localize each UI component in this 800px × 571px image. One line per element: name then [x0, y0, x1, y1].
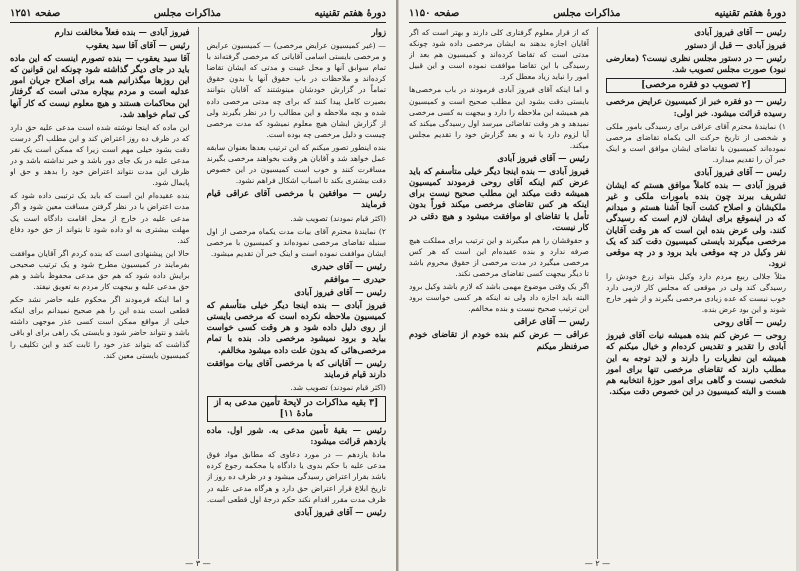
column-left: [10, 27, 190, 559]
speaker-line: زوار: [371, 27, 386, 37]
page-title: مذاکرات مجلس: [553, 7, 621, 19]
column-right: [606, 27, 786, 559]
paragraph: ۲) نمایندهٔ محترم آقای بیات مدت یکماه مرخصی از اول سنبله تقاضای مرخصی نموده‌اند و کمیسیون با مرخصی ایشان موافقت نموده است و اینک خبر آن تقدیم میشود.: [206, 226, 386, 258]
paragraph: مثلاً جلالی ربیع مردم دارد وکیل بتواند زرع خودش را رسیدگی کند ولی در موقعی که مجلس کار لازمی دارد خوب نیست که عده زیادی مرخصی بگیرند و از شهر خارج شوند و این بود عرض بنده.: [606, 271, 786, 315]
column-left: [409, 27, 589, 559]
columns: [409, 27, 786, 559]
speaker-line: رئیس — آقای فیروز آبادی: [497, 153, 589, 164]
session-label: دورهٔ هفتم تقنینیه: [714, 7, 786, 19]
paragraph: که از قرار معلوم گرفتاری کلی دارند و بهتر است که اگر آقایان اجازه بدهند به ایشان مرخصی داده شود چونکه مدتی است که تقاضا کرده‌اند و کمیسیون هم بعد از رسیدگی با این تقاضا موافقت نموده است و این قبیل امور را نباید زیاد معطل کرد.: [409, 28, 589, 82]
page-footer: — ۲ —: [584, 559, 611, 568]
page-footer: — ۳ —: [185, 559, 211, 568]
speaker-line: فیروز آبادی — قبل از دستور: [685, 40, 786, 51]
paragraph: و اما اینکه فرمودند اگر محکوم علیه حاضر نشد حکم قطعی است بنده این را هم صحیح نمیدانم برای اینکه خیلی از مواقع ممکن است کسی عذر موجهی داشته باشد و نتواند حاضر شود و بایستی یک راهی برای او باقی گذاشت که بتواند عذر خود را ثابت کند و این تکلیف را کمیسیون بایستی معین کند.: [10, 295, 190, 360]
paragraph: مادهٔ یازدهم — در مورد دعاوی که مطابق مواد فوق مدعی علیه با حکم بدوی یا دادگاه یا محکمه رجوع کرده باشد بقرار اعتراض رسیدگی میشود و در ظرف ده روز از تاریخ ابلاغ قرار اعتراض حق دارد و هرگاه مدعی علیه در ظرف مدت مقرر اقدام نکند حکم درجهٔ اول قطعی است.: [206, 450, 386, 504]
speaker-line: رئیس — آقای فیروز آبادی: [694, 27, 786, 37]
paragraph: (اکثر قیام نمودند) تصویب شد.: [290, 382, 386, 392]
speaker-line: رئیس — آقای فیروز آبادی: [294, 506, 386, 517]
page-number: صفحه ۱۲۵۱: [10, 7, 61, 19]
paragraph: بنده اینطور تصور میکنم که این ترتیب بعد‌ها بعنوان سابقه عمل خواهد شد و آقایان هر وقت بخواهند مرخصی بگیرند مسافرت کنند و خوب است کمیسیون در این خصوص دقت بیشتری بکند تا اسباب اشکال فراهم نشود.: [206, 142, 386, 186]
speaker-line: حیدری — موافقم: [324, 273, 386, 284]
speaker-line: رئیس — بقیهٔ تأمین مدعی به. شور اول. ماده یازدهم قرائت میشود:: [206, 425, 386, 447]
speaker-line: رئیس — آقای آقا سید یعقوب: [85, 40, 190, 51]
column-right: [207, 27, 387, 559]
paragraph: حالا این پیشنهادی است که بنده کردم اگر آقایان موافقت بفرمایند در کمیسیون مطرح شود و یک ترتیب صحیحی برایش داده شود که هم حق مدعی محفوظ باشد و هم حق مدعی علیه و بیجهت کار مردم به تعویق نیفتد.: [10, 248, 190, 292]
speaker-line: رئیس — آقای عراقی: [513, 316, 589, 327]
speaker-line: رئیس — در دستور مجلس نظری نیست؟ (معارضی نبود) صورت مجلس تصویب شد.: [606, 53, 786, 75]
page-header: [409, 6, 786, 23]
speaker-line: رئیس — موافقین با مرخصی آقای عراقی قیام فرمایند: [206, 188, 386, 210]
speaker-line: فیروز آبادی — بنده اینجا دیگر خیلی متأسفم که کمیسیون ملاحظه نکرده است که مرخصی بایستی از روی دلیل داده شود و هر وقت کسی خواست بیاید و برود نمیشود مرخصی داد. بنده با تمام مرخصی‌هائی که بدون علت داده میشود مخالفم.: [206, 300, 386, 355]
section-heading: [۳ بقیه مذاکرات در لایحهٔ تأمین مدعی به از مادهٔ ۱۱]: [207, 396, 387, 422]
speaker-line: رئیس — دو فقره خبر از کمیسیون عرایض مرخصی رسیده قرائت میشود. خبر اولی:: [606, 96, 786, 118]
column-divider: [198, 27, 199, 559]
paragraph: و اما اینکه آقای فیروز آبادی فرمودند در باب مرخصی‌ها بایستی دقت بشود این مطلب صحیح است و کمیسیون هم همیشه این ملاحظه را دارد و بیجهت به کسی مرخصی نمیدهد و هر وقت تقاضائی میرسد اول رسیدگی میکند که آیا لزوم دارد یا نه و بعد گزارش خود را تقدیم مجلس میکند.: [409, 85, 589, 150]
paragraph: و حقوقشان را هم میگیرند و این ترتیب برای مملکت هیچ صرفه ندارد و بنده عقیده‌ام این است که هر کس مرخصی میگیرد در مدت مرخصی از حقوق محروم باشد تا دیگر بیجهت کسی تقاضای مرخصی نکند.: [409, 235, 589, 278]
speaker-line: فیروز آبادی — بنده فعلاً مخالفت ندارم: [54, 27, 190, 37]
column-divider: [597, 27, 598, 559]
speaker-line: رئیس — آقای روحی: [713, 317, 786, 328]
speaker-line: فیروز آبادی — بنده کاملاً موافق هستم که ایشان تشریف ببرند چون بنده بامورات ملکی و غیر ملکیشان و اصلاح کشت آنجا آشنا هستم و میدانم که در اینموقع برای ایشان لازم است که رسیدگی کنند. ولی عرض بنده این است که هر وقت آقایان مرخصی میگیرند بایستی کمیسیون دقت کند که یک نفر وکیل در چه موقعی باید برود و در چه موقعی نرود.: [606, 180, 786, 268]
speaker-line: رئیس — آقایانی که با مرخصی آقای بیات موافقت دارند قیام فرمایند: [206, 357, 386, 379]
speaker-line: آقا سید یعقوب — بنده تصورم اینست که این ماده باید در جای دیگر گذاشته شود چونکه این قوانین که این روزها میگذرانیم همه برای اصلاح جریان امور عدلیه است و مردم بیچاره مدتی است که گرفتار این محاکمات هستند و هیچ معلوم نیست که کار آنها کی تمام خواهد شد.: [10, 53, 190, 119]
speaker-line: رئیس — آقای فیروز آبادی: [294, 287, 386, 298]
speaker-line: عراقی — عرض کنم بنده خودم از تقاضای خودم صرفنظر میکنم: [409, 329, 589, 351]
section-heading: [۲ تصویب دو فقره مرخصی]: [606, 78, 786, 93]
paragraph: — (غیر کمیسیون عرایض مرخصی) — کمیسیون عرایض و مرخصی بایستی اسامی آقایانی که مرخصی گرفته‌اند با تمام سوابق آنها و محل غیبت و مدتی که ایشان تقاضا کرده‌اند و ملاحظات در باب حقوق آنها یا بدون حقوق تماماً در گزارش خودشان مینوشتند که آقایان بتوانند بصیرت کامل پیدا کنند که برای چه مدتی مرخصی داده شده و بچه ملاحظه و این مطالب را در نظر بگیرند ولی از گزارش ایشان هیچ معلوم نمیشود که مدت مرخصی چیست و دلیل مرخصی چه بوده است.: [206, 41, 386, 139]
speaker-line: روحی — عرض کنم بنده همیشه نیات آقای فیروز آبادی را تقدیر و تقدیس کرده‌ام و خیال میکنم که همیشه این نظریات را دارند و لابد توجه به این مطلب دارند که تقاضای مرخصی تنها برای امور شخصی نیست و گاهی برای امور حوزهٔ انتخابیه هم هست و البته کمیسیون در این خصوص دقت میکند.: [606, 330, 786, 396]
page-left: [0, 0, 398, 571]
speaker-line: رئیس — آقای فیروز آبادی: [694, 167, 786, 178]
page-header: [10, 6, 386, 23]
paragraph: ۱) نمایندهٔ محترم آقای عراقی برای رسیدگی بامور ملکی و شخصی از تاریخ حرکت الی یکماه تقاضای مرخصی نموده‌اند کمیسیون با تقاضای ایشان موافق است و اینک خبر آن را تقدیم میدارد.: [606, 121, 786, 164]
speaker-line: فیروز آبادی — بنده اینجا دیگر خیلی متأسفم که باید عرض کنم اینکه آقای روحی فرمودند کمیسیون همیشه دقت میکند این مطلب صحیح نیست برای اینکه هر کس تقاضای مرخصی میکند فوراً بدون تأمل با تقاضای او موافقت میشود و هیچ دقتی در کار نیست.: [409, 166, 589, 232]
page-number: صفحه ۱۱۵۰: [409, 7, 460, 19]
paragraph: اگر یک وقتی موضوع مهمی باشد که لازم باشد وکیل برود البته باید اجازه داد ولی نه اینکه هر کسی خواست برود این ترتیب صحیح نیست و بنده مخالفم.: [409, 282, 589, 314]
paragraph: بنده عقیده‌ام این است که باید یک ترتیبی داده شود که مدت اعتراض با در نظر گرفتن مسافت معین شود و اگر مدعی علیه در خارج از محل اقامت دادگاه است یک مهلت بیشتری به او داده شود تا بتواند از حق خود دفاع کند.: [10, 191, 190, 245]
speaker-line: رئیس — آقای حیدری: [311, 260, 386, 271]
paragraph: این ماده که اینجا نوشته شده است مدعی علیه حق دارد که در ظرف ده روز اعتراض کند و این مطلب اگر درست دقت بشود خیلی مهم است زیرا که ممکن است یک نفر مدعی علیه در یک جای دور باشد و خبر نداشته باشد و در ظرف این مدت نتواند اعتراض خود را بدهد و حق او پایمال شود.: [10, 122, 190, 188]
columns: [10, 27, 386, 559]
page-title: مذاکرات مجلس: [153, 7, 221, 19]
page-right: [398, 0, 796, 571]
session-label: دورهٔ هفتم تقنینیه: [314, 7, 386, 19]
paragraph: (اکثر قیام نمودند) تصویب شد.: [290, 213, 386, 223]
